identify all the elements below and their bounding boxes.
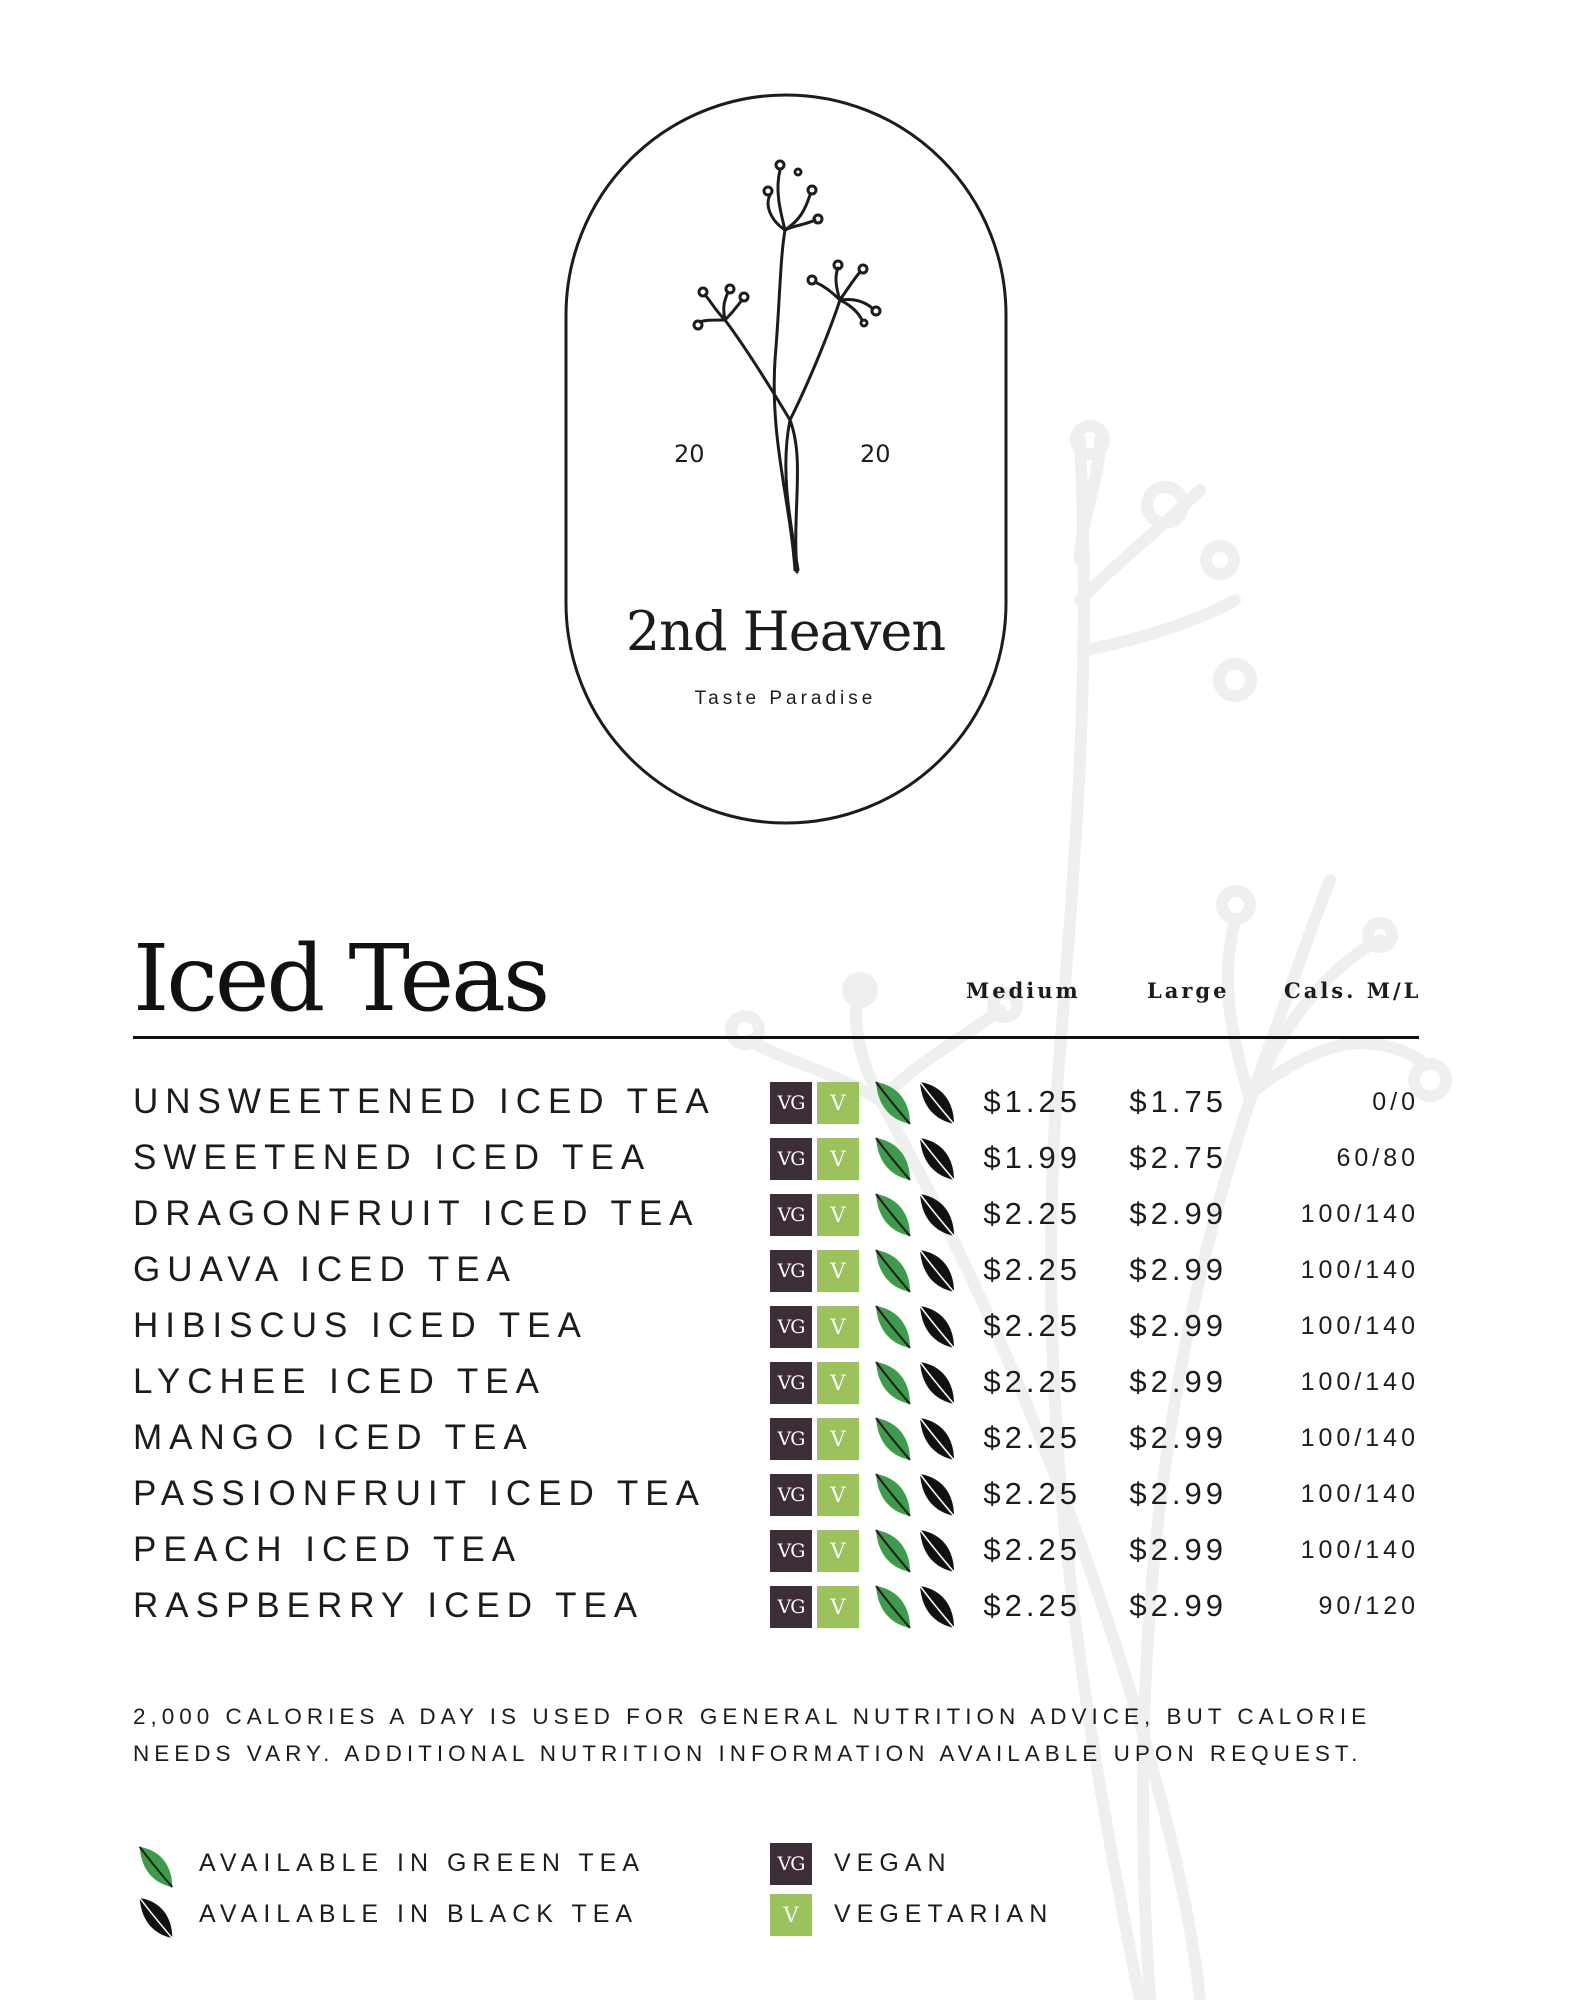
black-leaf-icon <box>914 1526 958 1576</box>
menu-item <box>0 1244 1571 1300</box>
vegetarian-badge: V <box>817 1586 859 1628</box>
price-large: $2.99 <box>1129 1196 1227 1231</box>
green-leaf-icon <box>870 1302 914 1352</box>
green-leaf-icon <box>870 1414 914 1464</box>
vegetarian-badge: V <box>817 1250 859 1292</box>
vegan-badge: VG <box>770 1843 812 1885</box>
price-large: $2.99 <box>1129 1364 1227 1399</box>
black-leaf-icon <box>914 1358 958 1408</box>
price-large: $1.75 <box>1129 1084 1227 1119</box>
vegetarian-badge: V <box>817 1194 859 1236</box>
price-large: $2.99 <box>1129 1308 1227 1343</box>
legend-vegetarian <box>770 1894 1170 1938</box>
price-large: $2.99 <box>1129 1476 1227 1511</box>
calories: 100/140 <box>1300 1368 1419 1396</box>
calories: 100/140 <box>1300 1536 1419 1564</box>
price-medium: $2.25 <box>983 1588 1081 1623</box>
vegan-badge: VG <box>770 1138 812 1180</box>
vegetarian-badge: V <box>817 1306 859 1348</box>
price-large: $2.99 <box>1129 1420 1227 1455</box>
flower-emblem-icon <box>0 0 1571 840</box>
green-leaf-icon <box>870 1582 914 1632</box>
green-leaf-icon <box>870 1526 914 1576</box>
vegetarian-badge: V <box>817 1530 859 1572</box>
menu-item <box>0 1132 1571 1188</box>
price-medium: $2.25 <box>983 1252 1081 1287</box>
menu-item <box>0 1300 1571 1356</box>
column-header-calories: Cals. M/L <box>1284 978 1422 1003</box>
item-name: RASPBERRY ICED TEA <box>133 1586 645 1625</box>
calories: 0/0 <box>1372 1088 1419 1116</box>
vegetarian-badge: V <box>817 1362 859 1404</box>
price-medium: $2.25 <box>983 1364 1081 1399</box>
green-leaf-icon <box>870 1190 914 1240</box>
calories: 60/80 <box>1336 1144 1419 1172</box>
header-divider <box>133 1036 1419 1039</box>
green-leaf-icon <box>133 1843 177 1891</box>
vegan-badge: VG <box>770 1474 812 1516</box>
green-leaf-icon <box>870 1078 914 1128</box>
item-name: UNSWEETENED ICED TEA <box>133 1082 716 1121</box>
legend-vegan-label: VEGAN <box>834 1849 952 1877</box>
black-leaf-icon <box>914 1470 958 1520</box>
menu-item <box>0 1356 1571 1412</box>
black-leaf-icon <box>914 1190 958 1240</box>
brand-name: 2nd Heaven <box>625 600 946 663</box>
menu-item <box>0 1524 1571 1580</box>
item-name: GUAVA ICED TEA <box>133 1250 517 1289</box>
green-leaf-icon <box>870 1358 914 1408</box>
black-leaf-icon <box>914 1302 958 1352</box>
item-name: PASSIONFRUIT ICED TEA <box>133 1474 706 1513</box>
calories: 100/140 <box>1300 1312 1419 1340</box>
price-large: $2.75 <box>1129 1140 1227 1175</box>
calories: 100/140 <box>1300 1480 1419 1508</box>
vegan-badge: VG <box>770 1082 812 1124</box>
item-name: DRAGONFRUIT ICED TEA <box>133 1194 700 1233</box>
vegetarian-badge: V <box>817 1138 859 1180</box>
black-leaf-icon <box>914 1078 958 1128</box>
price-medium: $1.25 <box>983 1084 1081 1119</box>
logo-year-right: 20 <box>860 440 891 468</box>
legend-vegan <box>770 1843 1170 1887</box>
vegetarian-badge: V <box>817 1474 859 1516</box>
legend-vegetarian-label: VEGETARIAN <box>834 1900 1054 1928</box>
vegan-badge: VG <box>770 1418 812 1460</box>
nutrition-note: 2,000 CALORIES A DAY IS USED FOR GENERAL NUTRITION ADVICE, BUT CALORIE NEEDS VARY. ADDITIONAL NUTRITION INFORMATION AVAILABLE UPON REQUEST. <box>133 1704 1372 1766</box>
vegetarian-badge: V <box>817 1418 859 1460</box>
menu-item <box>0 1188 1571 1244</box>
menu-item <box>0 1580 1571 1636</box>
logo-year-left: 20 <box>674 440 705 468</box>
black-leaf-icon <box>914 1414 958 1464</box>
price-medium: $2.25 <box>983 1196 1081 1231</box>
calories: 100/140 <box>1300 1256 1419 1284</box>
legend-black-tea <box>133 1894 733 1938</box>
price-large: $2.99 <box>1129 1252 1227 1287</box>
price-large: $2.99 <box>1129 1588 1227 1623</box>
calories: 100/140 <box>1300 1424 1419 1452</box>
vegan-badge: VG <box>770 1306 812 1348</box>
black-leaf-icon <box>133 1894 177 1942</box>
vegan-badge: VG <box>770 1530 812 1572</box>
price-large: $2.99 <box>1129 1532 1227 1567</box>
section-title: Iced Teas <box>133 925 548 1032</box>
black-leaf-icon <box>914 1246 958 1296</box>
price-medium: $2.25 <box>983 1532 1081 1567</box>
vegan-badge: VG <box>770 1362 812 1404</box>
brand-logo <box>0 0 1571 840</box>
column-header-medium: Medium <box>966 978 1081 1003</box>
item-name: PEACH ICED TEA <box>133 1530 523 1569</box>
vegan-badge: VG <box>770 1250 812 1292</box>
legend-black-tea-label: AVAILABLE IN BLACK TEA <box>199 1900 639 1928</box>
green-leaf-icon <box>870 1134 914 1184</box>
item-name: SWEETENED ICED TEA <box>133 1138 652 1177</box>
black-leaf-icon <box>914 1582 958 1632</box>
column-header-large: Large <box>1147 978 1230 1003</box>
item-name: LYCHEE ICED TEA <box>133 1362 546 1401</box>
item-name: HIBISCUS ICED TEA <box>133 1306 588 1345</box>
legend-green-tea <box>133 1843 733 1887</box>
calories: 100/140 <box>1300 1200 1419 1228</box>
price-medium: $2.25 <box>983 1476 1081 1511</box>
vegan-badge: VG <box>770 1586 812 1628</box>
price-medium: $2.25 <box>983 1420 1081 1455</box>
vegetarian-badge: V <box>817 1082 859 1124</box>
calories: 90/120 <box>1318 1592 1419 1620</box>
legend-green-tea-label: AVAILABLE IN GREEN TEA <box>199 1849 646 1877</box>
menu-item <box>0 1076 1571 1132</box>
price-medium: $2.25 <box>983 1308 1081 1343</box>
black-leaf-icon <box>914 1134 958 1184</box>
menu-item <box>0 1412 1571 1468</box>
item-name: MANGO ICED TEA <box>133 1418 534 1457</box>
brand-tagline: Taste Paradise <box>694 688 877 709</box>
green-leaf-icon <box>870 1246 914 1296</box>
vegetarian-badge: V <box>770 1894 812 1936</box>
menu-item <box>0 1468 1571 1524</box>
vegan-badge: VG <box>770 1194 812 1236</box>
price-medium: $1.99 <box>983 1140 1081 1175</box>
green-leaf-icon <box>870 1470 914 1520</box>
